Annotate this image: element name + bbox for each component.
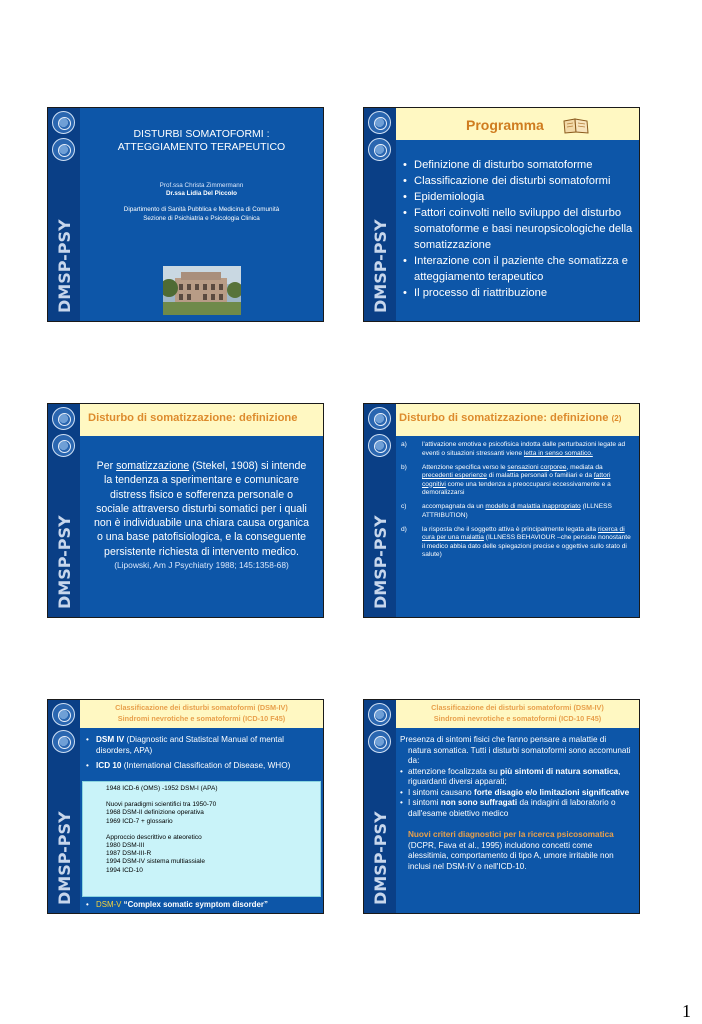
text-line: persistente richiesta di intervento medico.: [104, 545, 299, 558]
title-line: Classificazione dei disturbi somatoformi (DSM-IV): [115, 703, 288, 712]
criteria-text: [400, 735, 635, 872]
title-line: Sindromi nevrotiche e somatoformi (ICD-10 F45): [433, 713, 602, 723]
text-underlined: fattori cognitivi: [422, 472, 611, 488]
dmsp-psy-logo: [368, 217, 392, 315]
who-emblem-icon: [52, 434, 75, 457]
authors: [80, 182, 323, 198]
text-span: (ILLNESS ATTRIBUTION): [422, 503, 612, 519]
dmsp-psy-logo: [52, 513, 76, 611]
title-bar: [80, 700, 323, 728]
text-line: sociale attraverso disturbi somatici per i quali: [96, 502, 307, 515]
timeline-entry: 1987 DSM-III-R: [106, 850, 152, 858]
who-emblem-icon: [52, 111, 75, 134]
who-emblem-icon: [368, 730, 391, 753]
item-letter: a): [401, 441, 407, 448]
term-underlined: somatizzazione: [116, 460, 190, 472]
text-span: I sintomi: [408, 798, 441, 807]
title-line: ATTEGGIAMENTO TERAPEUTICO: [117, 141, 286, 153]
text-span: (Stekel, 1908) si intende: [189, 460, 307, 472]
title-text: Disturbo di somatizzazione: definizione: [399, 412, 609, 424]
text-span: I sintomi causano: [408, 787, 474, 797]
text-underlined: sensazioni corporee: [507, 463, 567, 471]
who-emblem-icon: [52, 730, 75, 753]
text-bold: “Complex somatic symptom disorder”: [121, 900, 268, 909]
text-span: Attenzione specifica verso le: [422, 463, 508, 471]
slide-4: [363, 403, 640, 618]
text-line: non è individuabile una chiara causa organica: [94, 517, 309, 530]
svg-text:DMSP-PSY: DMSP-PSY: [371, 219, 390, 313]
list-item: [400, 798, 635, 819]
slide-3: [47, 403, 324, 618]
slide-sidebar: [364, 700, 396, 913]
title-suffix: (2): [611, 414, 622, 423]
text-underlined: precedenti esperienze: [422, 472, 487, 479]
timeline-entry: 1994 ICD-10: [106, 866, 143, 874]
svg-text:DMSP-PSY: DMSP-PSY: [55, 811, 74, 905]
dmsp-psy-logo: [368, 513, 392, 611]
text-span: Per: [96, 460, 117, 472]
timeline-group: [106, 834, 320, 875]
title-bar: [396, 108, 639, 140]
item-letter: b): [401, 463, 407, 471]
title-line: Classificazione dei disturbi somatoformi (DSM-IV): [431, 703, 604, 712]
dmsp-psy-logo: [368, 809, 392, 907]
list-item: • Epidemiologia: [402, 189, 635, 205]
author-name: Prof.ssa Christa Zimmermann: [159, 182, 244, 189]
svg-text:DMSP-PSY: DMSP-PSY: [55, 515, 74, 609]
department: [80, 206, 323, 223]
slide-title: [399, 412, 621, 424]
text-bold: non sono suffragati: [440, 798, 518, 807]
slide-content: [80, 404, 323, 617]
text-span: attenzione focalizzata su: [408, 766, 500, 776]
text-span: di malattia personali o familiari e da: [486, 472, 594, 479]
list-item: • Fattori coinvolti nello sviluppo del disturbo somatoforme e basi neuropsicologiche della somatizzazione: [402, 205, 635, 253]
list-item: • Classificazione dei disturbi somatoformi: [402, 173, 635, 189]
text-span: (DCPR, Fava et al., 1995) includono concetti come alessitimia, comportamento di tipo A, umore irritabile non inclusi nel DSM-IV o nell'ICD-10.: [408, 840, 614, 871]
timeline-entry: 1969 ICD-7 + glossario: [106, 817, 173, 825]
item-letter: d): [401, 525, 407, 533]
book-icon: [563, 118, 589, 134]
text-span: , riguardanti diversi apparati;: [408, 766, 621, 786]
text-span: la risposta che il soggetto attiva è principalmente legata alla: [422, 525, 598, 533]
timeline-group: [106, 785, 320, 793]
timeline-entry: 1948 ICD-6 (OMS) -1952 DSM-I (APA): [106, 785, 218, 792]
timeline-entry: Approccio descrittivo e ateoretico: [106, 833, 202, 841]
list-item: [401, 503, 635, 520]
list-item: • Il processo di riattribuzione: [402, 285, 635, 301]
who-emblem-icon: [368, 138, 391, 161]
list-item: [400, 767, 635, 788]
text-span: come una tendenza a preoccuparsi eccessivamente e a demoralizzarsi: [422, 480, 611, 496]
text-highlight: Nuovi criteri diagnostici per la ricerca psicosomatica: [408, 830, 614, 839]
slide-title: [80, 703, 323, 724]
slide-content: [396, 108, 639, 321]
text-span: l'attivazione emotiva e psicofisica indotta dalle perturbazioni legate ad eventi o situazioni stressanti viene: [422, 441, 626, 457]
list-item: • Interazione con il paziente che somatizza e atteggiamento terapeutico: [402, 253, 635, 285]
department-line: Dipartimento di Sanità Pubblica e Medicina di Comunità: [123, 206, 280, 213]
slide-title: Disturbo di somatizzazione: definizione: [88, 412, 298, 424]
classification-list: [84, 735, 319, 772]
text-bold: ICD 10: [96, 761, 122, 770]
text-span: (ILLNESS BEHAVIOUR –che persiste nonostante il medico abbia dato delle spiegazioni precise e oggettive sullo stato di salute): [422, 534, 631, 558]
slide-title: [80, 128, 323, 154]
slide-sidebar: [48, 700, 80, 913]
text-underlined: letta in senso somatico.: [523, 449, 593, 457]
slide-sidebar: [48, 404, 80, 617]
title-bar: [396, 404, 639, 436]
text-span: , mediata da: [566, 463, 603, 471]
slide-sidebar: [364, 108, 396, 321]
text-line: Presenza di sintomi fisici che fanno pensare a malattie di: [400, 735, 607, 744]
building-photo: [163, 266, 241, 315]
svg-text:DMSP-PSY: DMSP-PSY: [371, 515, 390, 609]
list-item: [401, 526, 635, 560]
list-item: [84, 761, 319, 772]
page-number: 1: [682, 1001, 691, 1021]
list-item: [401, 441, 635, 458]
text-span: (International Classification of Disease, WHO): [121, 761, 291, 770]
timeline-entry: 1968 DSM-II definizione operativa: [106, 809, 204, 817]
program-list: [402, 157, 635, 301]
svg-text:DMSP-PSY: DMSP-PSY: [371, 811, 390, 905]
slide-6: [363, 699, 640, 914]
slide-5: [47, 699, 324, 914]
slide-content: [80, 108, 323, 321]
text-line: distress fisico e sofferenza personale o: [110, 488, 293, 501]
slide-1: [47, 107, 324, 322]
text-line: natura somatica. Tutti i disturbi somatoformi sono accomunati da:: [408, 745, 631, 765]
text-bold: DSM IV: [96, 735, 125, 744]
title-line: Sindromi nevrotiche e somatoformi (ICD-10 F45): [117, 713, 286, 723]
text-bold: forte disagio e/o limitazioni significative: [474, 787, 630, 797]
who-emblem-icon: [368, 407, 391, 430]
slide-title: Programma: [466, 117, 544, 133]
new-criteria: [400, 830, 635, 872]
item-letter: c): [401, 503, 407, 510]
timeline-entry: 1980 DSM-III: [106, 842, 145, 850]
slide-content: [80, 700, 323, 913]
slide-2: [363, 107, 640, 322]
title-line: DISTURBI SOMATOFORMI :: [133, 128, 270, 140]
who-emblem-icon: [368, 111, 391, 134]
slide-content: [396, 700, 639, 913]
timeline-box: [82, 781, 321, 897]
dmsp-psy-logo: [52, 809, 76, 907]
dsm-v-item: [84, 900, 268, 909]
slide-sidebar: [364, 404, 396, 617]
text-underlined: ricerca di cura per una malattia: [422, 525, 625, 541]
slide-content: [396, 404, 639, 617]
text-span: (Diagnostic and Statistcal Manual of mental disorders, APA): [96, 735, 284, 755]
who-emblem-icon: [52, 407, 75, 430]
timeline-entry: Nuovi paradigmi scientifici tra 1950-70: [106, 801, 217, 809]
text-underlined: modello di malattia inappropriato: [485, 503, 581, 510]
list-item: [400, 788, 635, 799]
timeline-entry: 1994 DSM-IV sistema multiassiale: [106, 858, 205, 866]
title-bar: [396, 700, 639, 728]
svg-text:DMSP-PSY: DMSP-PSY: [55, 219, 74, 313]
definition-list: [401, 441, 635, 565]
timeline-group: [106, 801, 320, 826]
text-line: o una base patofisiologica, e la conseguente: [96, 531, 307, 544]
list-item: [401, 464, 635, 498]
slide-sidebar: [48, 108, 80, 321]
text-span: accompagnata da un: [422, 503, 486, 510]
who-emblem-icon: [52, 138, 75, 161]
title-bar: [80, 404, 323, 436]
reference: (Lipowski, Am J Psychiatry 1988; 145:1358-68): [114, 560, 289, 570]
definition-text: [86, 459, 317, 559]
text-highlight: DSM-V: [96, 900, 122, 909]
list-item: [84, 735, 319, 756]
who-emblem-icon: [52, 703, 75, 726]
slide-title: [396, 703, 639, 724]
text-line: la tendenza a sperimentare e comunicare: [104, 474, 299, 487]
text-bold: più sintomi di natura somatica: [499, 766, 619, 776]
dmsp-psy-logo: [52, 217, 76, 315]
text-span: da indagini di laboratorio o dall'esame obiettivo medico: [408, 798, 616, 818]
department-line: Sezione di Psichiatria e Psicologia Clinica: [143, 214, 260, 222]
who-emblem-icon: [368, 703, 391, 726]
list-item: • Definizione di disturbo somatoforme: [402, 157, 635, 173]
who-emblem-icon: [368, 434, 391, 457]
author-name: Dr.ssa Lidia Del Piccolo: [165, 190, 238, 197]
